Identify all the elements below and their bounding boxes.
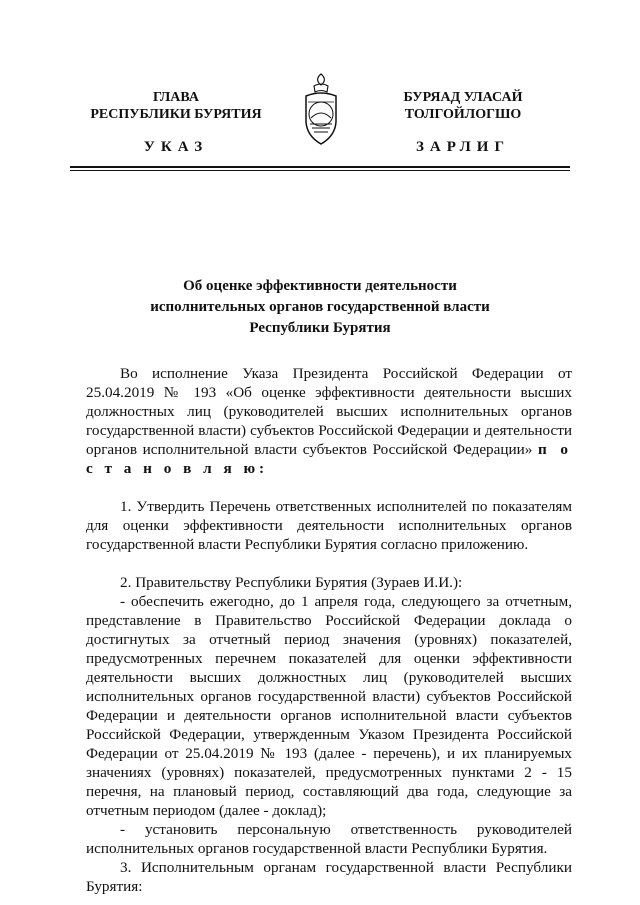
header-left-line1: ГЛАВА	[153, 90, 199, 105]
decree-label-left: УКАЗ	[143, 139, 209, 155]
item-2-a: - обеспечить ежегодно, до 1 апреля года, следующего за отчетным, представление в Правительство Российской Федерации доклада о достигнутых за отчетный период значения (уровнях) показателей, предусмотренных перечнем показателей для оценки эффективности деятельности высших должностных лиц (руководителей высших исполнительных органов государственной власти) субъектов Российской Федерации и деятельности органов исполнительной власти субъектов Российской Федерации, утвержденным Указом Президента Российской Федерации от 25.04.2019 № 193 (далее - перечень), и их планируемых значениях (уровнях) показателей, предусмотренных пунктами 2 - 15 перечня, на плановый период, составляющий два года, следующие за отчетным периодом (далее - доклад);	[86, 593, 572, 819]
document-body	[86, 364, 572, 896]
coat-of-arms-icon	[296, 72, 346, 150]
title-line3: Республики Бурятия	[249, 320, 391, 336]
preamble-text: Во исполнение Указа Президента Российской Федерации от 25.04.2019 № 193 «Об оценке эффективности деятельности высших должностных лиц (руководителей высших исполнительных органов государственной власти) субъектов Российской Федерации и деятельности органов исполнительной власти субъектов Российской Федерации»	[86, 365, 572, 458]
decree-word: п о с т а н о в л я ю:	[86, 441, 572, 477]
header-divider-thick	[70, 166, 570, 168]
header-right	[363, 89, 563, 123]
item-3: 3. Исполнительным органам государственной власти Республики Бурятия:	[86, 859, 572, 895]
preamble-paragraph	[86, 364, 572, 478]
item-2-b: - установить персональную ответственность руководителей исполнительных органов государственной власти Республики Бурятия.	[86, 821, 572, 857]
header-left-line2: РЕСПУБЛИКИ БУРЯТИЯ	[90, 107, 262, 122]
header-right-line2: ТОЛГОЙЛОГШО	[404, 107, 522, 122]
header-divider-thin	[70, 170, 570, 171]
title-line2: исполнительных органов государственной власти	[150, 299, 490, 315]
item-1: 1. Утвердить Перечень ответственных исполнителей по показателям для оценки эффективности деятельности исполнительных органов государственной власти Республики Бурятия согласно приложению.	[86, 498, 572, 553]
header-left	[76, 89, 276, 123]
decree-label-right: ЗАРЛИГ	[415, 139, 511, 155]
document-title	[70, 276, 570, 339]
item-2: 2. Правительству Республики Бурятия (Зураев И.И.):	[120, 574, 463, 591]
header-right-line1: БУРЯАД УЛАСАЙ	[403, 90, 523, 105]
title-line1: Об оценке эффективности деятельности	[183, 278, 457, 294]
